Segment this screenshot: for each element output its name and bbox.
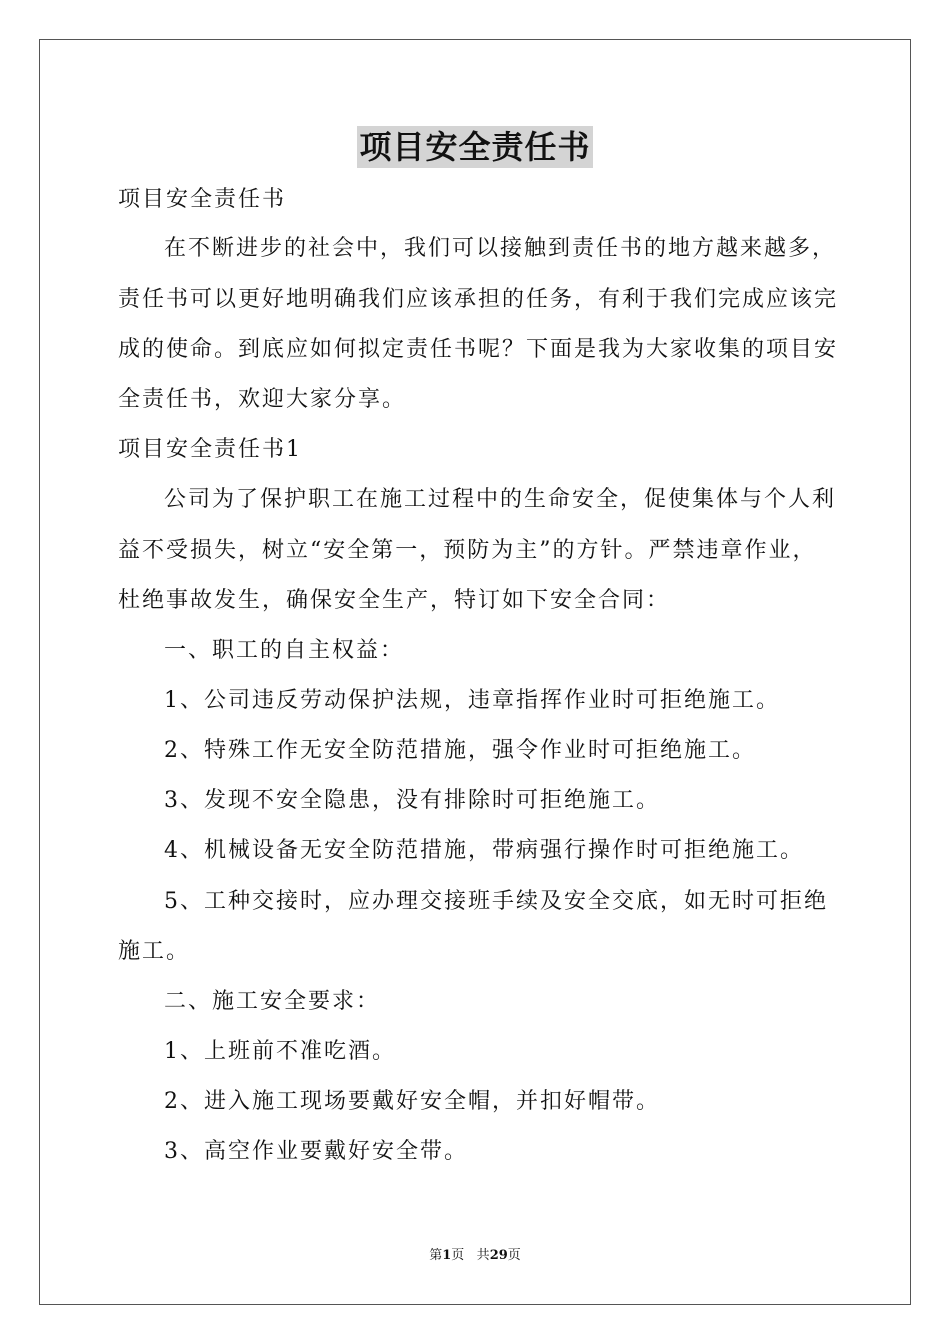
list-item: 4、机械设备无安全防范措施，带病强行操作时可拒绝施工。 xyxy=(164,838,804,863)
list-heading: 二、施工安全要求： xyxy=(164,989,381,1014)
paragraph-line: 益不受损失，树立“安全第一，预防为主”的方针。严禁违章作业， xyxy=(118,538,817,563)
paragraph-line: 在不断进步的社会中，我们可以接触到责任书的地方越来越多， xyxy=(164,236,837,261)
list-item: 3、高空作业要戴好安全带。 xyxy=(164,1139,468,1164)
paragraph-line: 责任书可以更好地明确我们应该承担的任务，有利于我们完成应该完 xyxy=(118,287,839,312)
list-item: 1、上班前不准吃酒。 xyxy=(164,1039,396,1064)
list-item: 5、工种交接时，应办理交接班手续及安全交底，如无时可拒绝 xyxy=(164,889,828,914)
subtitle-line: 项目安全责任书 xyxy=(118,187,287,212)
paragraph-line: 公司为了保护职工在施工过程中的生命安全，促使集体与个人利 xyxy=(164,487,837,512)
page-footer xyxy=(0,1246,950,1266)
title-container xyxy=(0,126,950,168)
page-suffix: 页 xyxy=(451,1248,465,1263)
paragraph-line: 杜绝事故发生，确保安全生产，特订如下安全合同： xyxy=(118,588,671,613)
document-title: 项目安全责任书 xyxy=(359,128,591,166)
list-item-continuation: 施工。 xyxy=(118,939,191,964)
total-prefix: 共 xyxy=(476,1248,490,1263)
total-suffix: 页 xyxy=(507,1248,521,1263)
list-heading: 一、职工的自主权益： xyxy=(164,638,405,663)
page-prefix: 第 xyxy=(429,1248,443,1263)
total-pages: 29 xyxy=(489,1248,508,1263)
list-item: 2、进入施工现场要戴好安全帽，并扣好帽带。 xyxy=(164,1089,660,1114)
paragraph-line: 成的使命。到底应如何拟定责任书呢？下面是我为大家收集的项目安 xyxy=(118,337,839,362)
list-item: 2、特殊工作无安全防范措施，强令作业时可拒绝施工。 xyxy=(164,738,756,763)
page-number: 1 xyxy=(442,1248,452,1263)
list-item: 3、发现不安全隐患，没有排除时可拒绝施工。 xyxy=(164,788,660,813)
section-heading: 项目安全责任书1 xyxy=(118,437,302,462)
paragraph-line: 全责任书，欢迎大家分享。 xyxy=(118,387,407,412)
list-item: 1、公司违反劳动保护法规，违章指挥作业时可拒绝施工。 xyxy=(164,688,780,713)
